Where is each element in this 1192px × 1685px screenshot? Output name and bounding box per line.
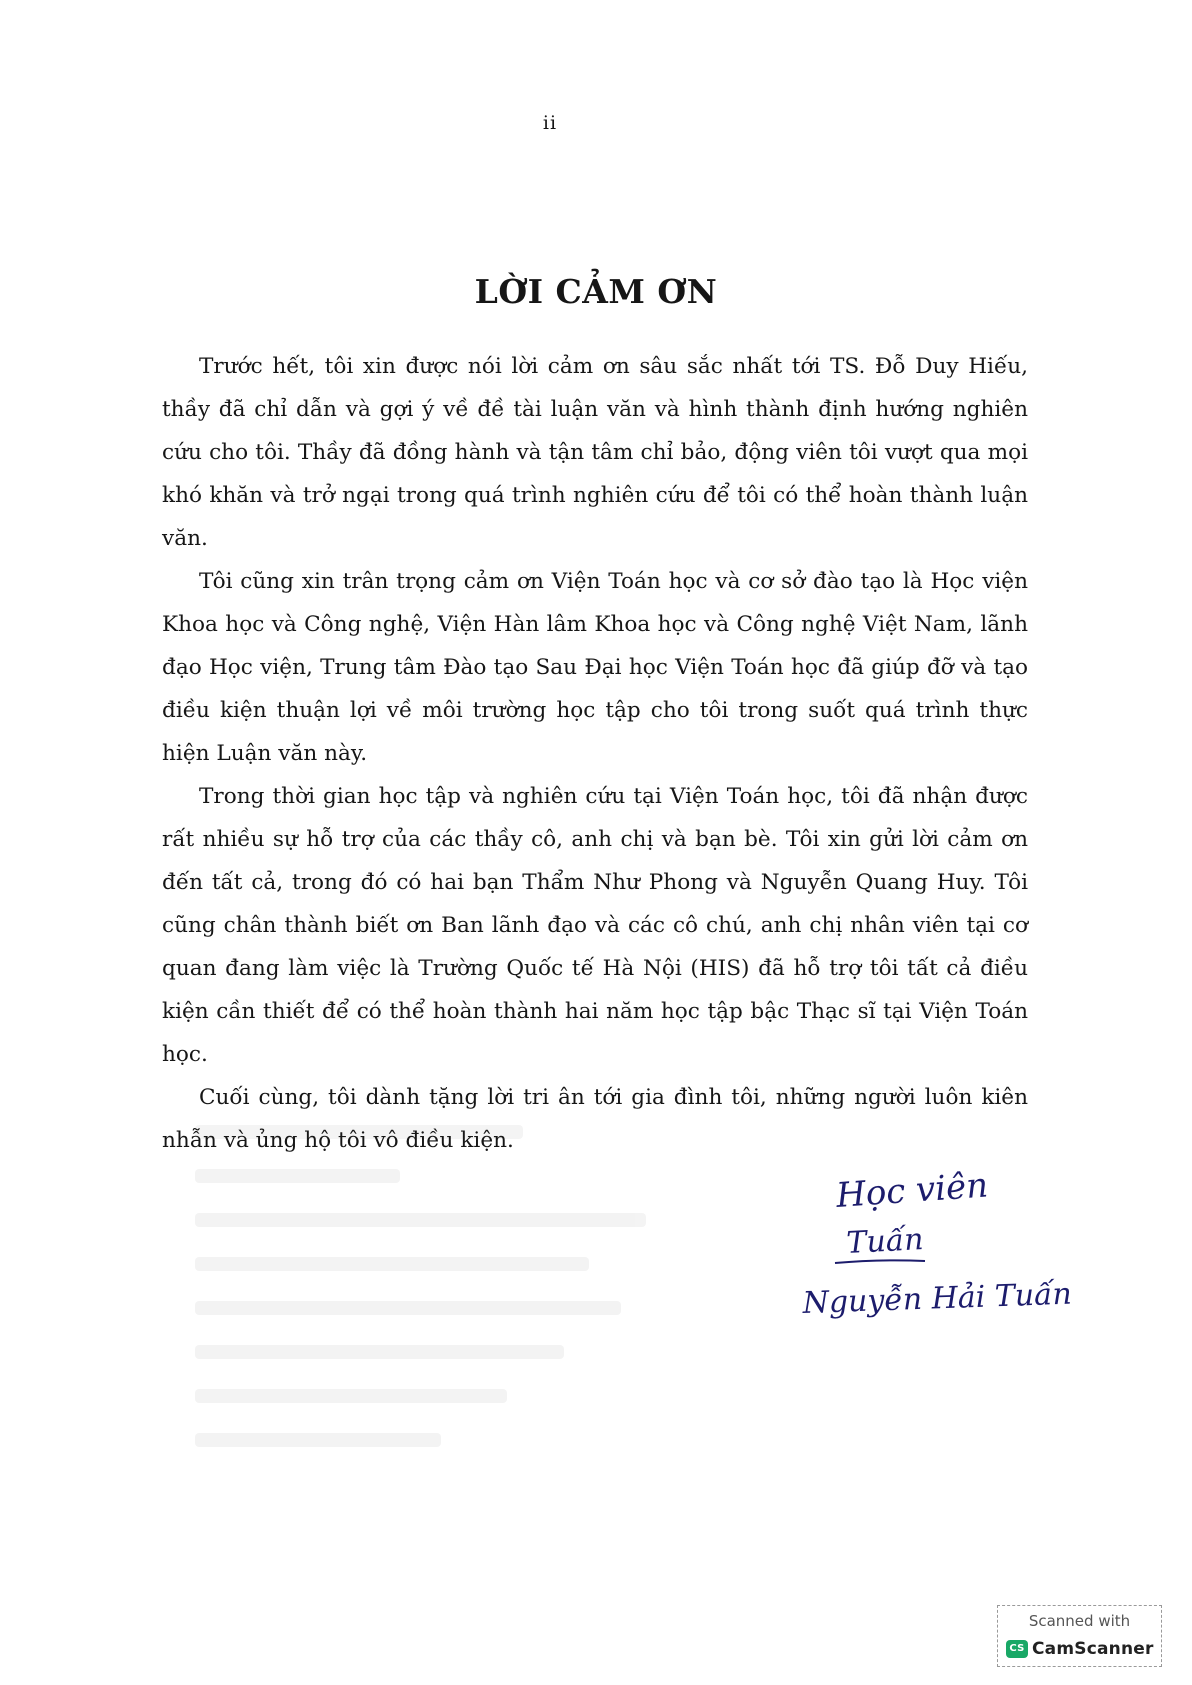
handwritten-signature [795,1165,1105,1345]
watermark-brand-name: CamScanner [1032,1639,1154,1659]
watermark-scanned-text: Scanned with [1028,1612,1131,1630]
watermark-brand [1006,1639,1154,1659]
page-title: LỜI CẢM ƠN [474,272,718,311]
signature-drawing [795,1165,1105,1345]
acknowledgement-body [162,345,1028,1162]
signature-mark: Tuấn [845,1222,925,1261]
signature-name: Nguyễn Hải Tuấn [802,1276,1073,1321]
page-number: ii [542,112,558,134]
paragraph-institute: Tôi cũng xin trân trọng cảm ơn Viện Toán học và cơ sở đào tạo là Học viện Khoa học và Công nghệ, Viện Hàn lâm Khoa học và Công nghệ Việt Nam, lãnh đạo Học viện, Trung tâm Đào tạo Sau Đại học Viện Toán học đã giúp đỡ và tạo điều kiện thuận lợi về môi trường học tập cho tôi trong suốt quá trình thực hiện Luận văn này. [162,569,1028,766]
paragraph-advisor: Trước hết, tôi xin được nói lời cảm ơn sâu sắc nhất tới TS. Đỗ Duy Hiếu, thầy đã chỉ dẫn và gợi ý về đề tài luận văn và hình thành định hướng nghiên cứu cho tôi. Thầy đã đồng hành và tận tâm chỉ bảo, động viên tôi vượt qua mọi khó khăn và trở ngại trong quá trình nghiên cứu để tôi có thể hoàn thành luận văn. [162,354,1028,551]
paragraph-colleagues: Trong thời gian học tập và nghiên cứu tại Viện Toán học, tôi đã nhận được rất nhiều sự hỗ trợ của các thầy cô, anh chị và bạn bè. Tôi xin gửi lời cảm ơn đến tất cả, trong đó có hai bạn Thẩm Như Phong và Nguyễn Quang Huy. Tôi cũng chân thành biết ơn Ban lãnh đạo và các cô chú, anh chị nhân viên tại cơ quan đang làm việc là Trường Quốc tế Hà Nội (HIS) đã hỗ trợ tôi tất cả điều kiện cần thiết để có thể hoàn thành hai năm học tập bậc Thạc sĩ tại Viện Toán học. [162,784,1028,1067]
paragraph-family: Cuối cùng, tôi dành tặng lời tri ân tới gia đình tôi, những người luôn kiên nhẫn và ủng hộ tôi vô điều kiện. [162,1085,1028,1153]
camscanner-logo-icon: CS [1006,1640,1028,1658]
camscanner-watermark [997,1605,1162,1667]
signature-title: Học viên [834,1165,990,1216]
